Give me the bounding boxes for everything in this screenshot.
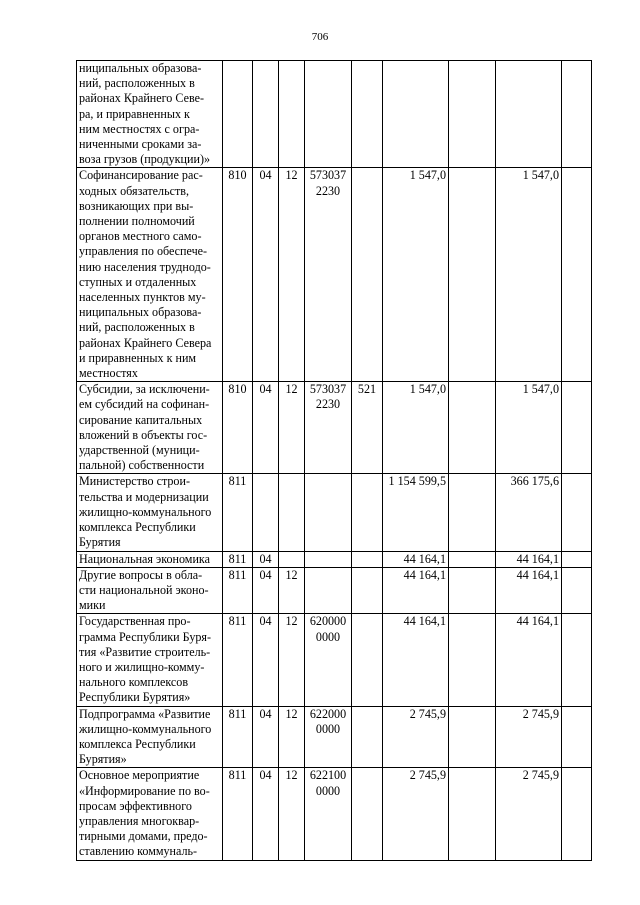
ministry-code-cell: 811 (223, 551, 253, 567)
subsection-code-cell: 12 (279, 614, 305, 706)
item-name-line: жилищно-коммунального (79, 504, 212, 519)
subsection-code-cell (279, 474, 305, 551)
item-name-line: нального комплексов (79, 675, 189, 690)
table-row (77, 567, 592, 614)
subsection-code-cell: 12 (279, 382, 305, 474)
table-row (77, 474, 592, 551)
amount-cell-4 (562, 474, 592, 551)
target-article-cell (305, 168, 352, 382)
expense-type-cell (352, 614, 383, 706)
item-name-line: ний, расположенных в (79, 320, 195, 335)
item-name-line: ходных обязательств, (79, 183, 189, 198)
item-name-line: управления по обеспече- (79, 244, 208, 259)
amount-cell-2 (449, 168, 496, 382)
amount-cell-1: 1 154 599,5 (383, 474, 449, 551)
target-article-cell (305, 614, 352, 706)
amount-cell-3: 1 547,0 (496, 168, 562, 382)
amount-cell-3: 44 164,1 (496, 567, 562, 614)
item-name-line: местностях (79, 366, 138, 381)
expense-type-cell (352, 706, 383, 768)
amount-cell-3: 1 547,0 (496, 382, 562, 474)
item-name-cell (77, 768, 223, 860)
section-code-cell: 04 (253, 614, 279, 706)
target-article-cell (305, 768, 352, 860)
amount-cell-1: 1 547,0 (383, 168, 449, 382)
amount-cell-2 (449, 551, 496, 567)
item-name-cell (77, 706, 223, 768)
target-article-line: 622100 (309, 768, 347, 783)
item-name-line: нию населения труднодо- (79, 259, 211, 274)
table-row (77, 61, 592, 168)
amount-cell-4 (562, 768, 592, 860)
item-name-line: Субсидии, за исключени- (79, 382, 210, 397)
item-name-line: районах Крайнего Севе- (79, 91, 204, 106)
ministry-code-cell: 811 (223, 706, 253, 768)
item-name-line: ниципальных образова- (79, 305, 202, 320)
amount-cell-2 (449, 614, 496, 706)
item-name-cell (77, 168, 223, 382)
amount-cell-1: 2 745,9 (383, 768, 449, 860)
amount-cell-1: 1 547,0 (383, 382, 449, 474)
item-name-line: Министерство строи- (79, 474, 190, 489)
item-name-line: сти национальной эконо- (79, 582, 209, 597)
target-article-line: 573037 (309, 382, 347, 397)
amount-cell-3 (496, 61, 562, 168)
budget-table (76, 60, 592, 861)
item-name-line: Софинансирование рас- (79, 168, 203, 183)
expense-type-cell (352, 551, 383, 567)
item-name-cell (77, 382, 223, 474)
ministry-code-cell: 810 (223, 382, 253, 474)
subsection-code-cell: 12 (279, 168, 305, 382)
ministry-code-cell: 811 (223, 768, 253, 860)
item-name-line: тельства и модернизации (79, 489, 209, 504)
amount-cell-4 (562, 567, 592, 614)
ministry-code-cell (223, 61, 253, 168)
target-article-line: 2230 (315, 183, 341, 198)
item-name-line: вложений в объекты гос- (79, 427, 208, 442)
subsection-code-cell: 12 (279, 768, 305, 860)
item-name-cell (77, 474, 223, 551)
amount-cell-3: 2 745,9 (496, 706, 562, 768)
item-name-line: Бурятия» (79, 752, 127, 767)
target-article-line: 2230 (315, 397, 341, 412)
item-name-line: ступных и отдаленных (79, 274, 197, 289)
table-row (77, 168, 592, 382)
subsection-code-cell: 12 (279, 706, 305, 768)
item-name-line: ним местностях с огра- (79, 121, 200, 136)
ministry-code-cell: 810 (223, 168, 253, 382)
item-name-line: пальной) собственности (79, 458, 205, 473)
item-name-line: Республики Бурятия» (79, 690, 191, 705)
table-row (77, 614, 592, 706)
item-name-line: тия «Развитие строитель- (79, 644, 211, 659)
budget-table-body (77, 61, 592, 861)
section-code-cell: 04 (253, 567, 279, 614)
item-name-line: населенных пунктов му- (79, 290, 206, 305)
amount-cell-4 (562, 61, 592, 168)
item-name-line: грамма Республики Буря- (79, 629, 212, 644)
table-row (77, 706, 592, 768)
amount-cell-4 (562, 706, 592, 768)
amount-cell-1: 44 164,1 (383, 551, 449, 567)
ministry-code-cell: 811 (223, 614, 253, 706)
target-article-cell (305, 474, 352, 551)
amount-cell-3: 2 745,9 (496, 768, 562, 860)
item-name-line: комплекса Республики (79, 736, 196, 751)
amount-cell-2 (449, 567, 496, 614)
item-name-line: ниципальных образова- (79, 61, 202, 75)
item-name-line: ударственной (муници- (79, 443, 200, 458)
item-name-cell (77, 551, 223, 567)
expense-type-cell (352, 168, 383, 382)
item-name-line: возникающих при вы- (79, 198, 194, 213)
item-name-line: тирными домами, предо- (79, 829, 208, 844)
item-name-line: полнении полномочий (79, 214, 195, 229)
section-code-cell: 04 (253, 706, 279, 768)
item-name-line: районах Крайнего Севера (79, 335, 212, 350)
expense-type-cell (352, 768, 383, 860)
amount-cell-4 (562, 168, 592, 382)
ministry-code-cell: 811 (223, 474, 253, 551)
target-article-line: 0000 (315, 629, 341, 644)
amount-cell-4 (562, 551, 592, 567)
item-name-line: жилищно-коммунального (79, 721, 212, 736)
section-code-cell (253, 61, 279, 168)
item-name-line: комплекса Республики (79, 520, 196, 535)
subsection-code-cell (279, 551, 305, 567)
subsection-code-cell: 12 (279, 567, 305, 614)
target-article-cell (305, 551, 352, 567)
target-article-cell (305, 706, 352, 768)
target-article-cell (305, 567, 352, 614)
item-name-line: Подпрограмма «Развитие (79, 706, 211, 721)
amount-cell-2 (449, 382, 496, 474)
expense-type-cell: 521 (352, 382, 383, 474)
item-name-cell (77, 567, 223, 614)
expense-type-cell (352, 474, 383, 551)
expense-type-cell (352, 61, 383, 168)
page-number: 706 (311, 31, 329, 43)
item-name-line: мики (79, 598, 106, 613)
item-name-cell (77, 61, 223, 168)
amount-cell-4 (562, 614, 592, 706)
section-code-cell: 04 (253, 768, 279, 860)
amount-cell-1: 44 164,1 (383, 567, 449, 614)
amount-cell-3: 366 175,6 (496, 474, 562, 551)
amount-cell-2 (449, 706, 496, 768)
target-article-line: 0000 (315, 721, 341, 736)
target-article-line: 573037 (309, 168, 347, 183)
target-article-line: 622000 (309, 706, 347, 721)
item-name-line: Национальная экономика (79, 551, 210, 566)
target-article-cell (305, 61, 352, 168)
item-name-line: и приравненных к ним (79, 350, 197, 365)
item-name-line: сирование капитальных (79, 412, 203, 427)
table-row (77, 768, 592, 860)
item-name-line: органов местного само- (79, 229, 202, 244)
item-name-line: Государственная про- (79, 614, 191, 629)
table-row (77, 382, 592, 474)
amount-cell-1: 2 745,9 (383, 706, 449, 768)
item-name-line: ем субсидий на софинан- (79, 397, 210, 412)
amount-cell-3: 44 164,1 (496, 614, 562, 706)
item-name-line: ра, и приравненных к (79, 106, 190, 121)
amount-cell-3: 44 164,1 (496, 551, 562, 567)
amount-cell-2 (449, 474, 496, 551)
amount-cell-1 (383, 61, 449, 168)
item-name-line: просам эффективного (79, 798, 192, 813)
amount-cell-4 (562, 382, 592, 474)
item-name-line: ставлению коммуналь- (79, 844, 198, 859)
amount-cell-2 (449, 61, 496, 168)
item-name-line: Бурятия (79, 535, 121, 550)
section-code-cell (253, 474, 279, 551)
section-code-cell: 04 (253, 382, 279, 474)
item-name-line: Другие вопросы в обла- (79, 567, 203, 582)
item-name-line: ного и жилищно-комму- (79, 659, 205, 674)
section-code-cell: 04 (253, 551, 279, 567)
item-name-line: управления многоквар- (79, 813, 200, 828)
section-code-cell: 04 (253, 168, 279, 382)
amount-cell-2 (449, 768, 496, 860)
item-name-line: ниченными сроками за- (79, 137, 202, 152)
item-name-cell (77, 614, 223, 706)
item-name-line: воза грузов (продукции)» (79, 152, 211, 167)
item-name-line: Основное мероприятие (79, 768, 200, 783)
item-name-line: «Информирование по во- (79, 783, 210, 798)
target-article-line: 0000 (315, 783, 341, 798)
expense-type-cell (352, 567, 383, 614)
ministry-code-cell: 811 (223, 567, 253, 614)
target-article-line: 620000 (309, 614, 347, 629)
item-name-line: ний, расположенных в (79, 76, 195, 91)
amount-cell-1: 44 164,1 (383, 614, 449, 706)
table-row (77, 551, 592, 567)
target-article-cell (305, 382, 352, 474)
subsection-code-cell (279, 61, 305, 168)
